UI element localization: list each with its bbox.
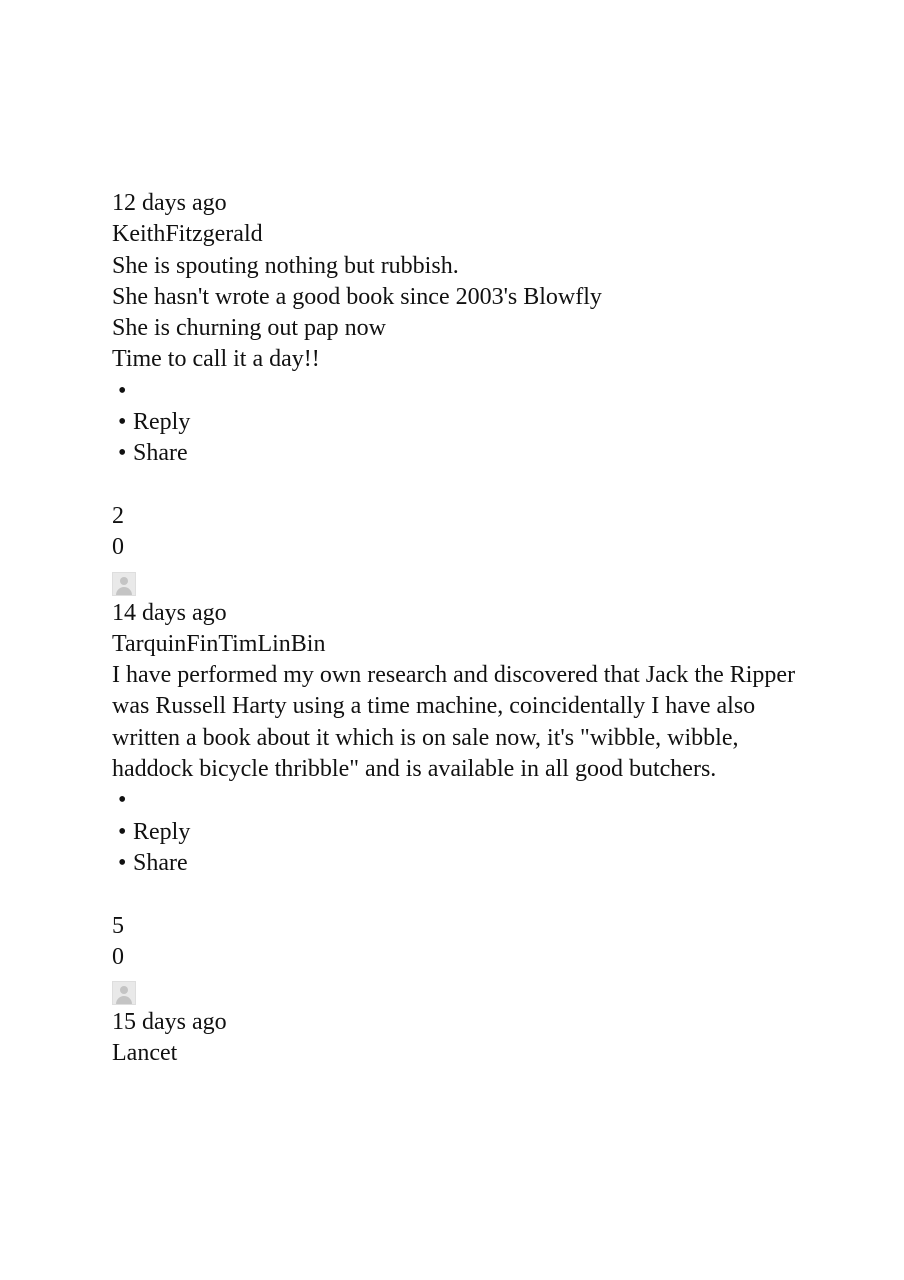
comment-author[interactable]: KeithFitzgerald bbox=[112, 221, 263, 248]
comment-actions bbox=[112, 785, 802, 879]
comment bbox=[112, 188, 802, 564]
action-item-reply bbox=[118, 817, 802, 848]
action-item-share bbox=[118, 438, 802, 469]
action-item-reply bbox=[118, 407, 802, 438]
avatar-shoulders bbox=[116, 587, 132, 596]
comment-body: I have performed my own research and discovered that Jack the Ripper was Russell Harty using a time machine, coincidentally I have also written a book about it which is on sale now, it's "wibble, wibble, haddock bicycle thribble" and is available in all good butchers. bbox=[112, 662, 796, 783]
bullet: • bbox=[118, 849, 127, 876]
share-link[interactable]: Share bbox=[133, 849, 188, 876]
reply-link[interactable]: Reply bbox=[133, 818, 191, 845]
avatar-placeholder-icon bbox=[120, 986, 128, 994]
action-item-empty bbox=[118, 785, 802, 816]
spacer bbox=[112, 470, 802, 501]
action-item-empty bbox=[118, 376, 802, 407]
bullet: • bbox=[118, 440, 127, 467]
bullet: • bbox=[118, 409, 127, 436]
downvote-count[interactable]: 0 bbox=[112, 943, 124, 970]
avatar-shoulders bbox=[116, 996, 132, 1005]
comment-author[interactable]: Lancet bbox=[112, 1040, 178, 1067]
comment-body-line: Time to call it a day!! bbox=[112, 346, 320, 373]
comment-timestamp[interactable]: 14 days ago bbox=[112, 599, 227, 626]
avatar-placeholder-icon bbox=[120, 577, 128, 585]
comment bbox=[112, 981, 802, 1070]
comment-body-line: She is churning out pap now bbox=[112, 315, 386, 342]
comment-actions bbox=[112, 376, 802, 470]
avatar[interactable] bbox=[112, 572, 136, 596]
share-link[interactable]: Share bbox=[133, 440, 188, 467]
vote-counts bbox=[112, 911, 802, 974]
comment-timestamp[interactable]: 12 days ago bbox=[112, 190, 227, 216]
comment-body bbox=[112, 251, 802, 376]
comment bbox=[112, 572, 802, 974]
downvote-count[interactable]: 0 bbox=[112, 534, 124, 561]
comment-body-line: She is spouting nothing but rubbish. bbox=[112, 252, 459, 279]
spacer bbox=[112, 879, 802, 910]
comment-author[interactable]: TarquinFinTimLinBin bbox=[112, 630, 326, 657]
comment-feed bbox=[112, 188, 802, 1070]
bullet: • bbox=[118, 818, 127, 845]
comment-timestamp[interactable]: 15 days ago bbox=[112, 1009, 227, 1036]
comment-body-line: She hasn't wrote a good book since 2003's Blowfly bbox=[112, 283, 602, 310]
vote-counts bbox=[112, 501, 802, 564]
upvote-count[interactable]: 5 bbox=[112, 912, 124, 939]
avatar[interactable] bbox=[112, 981, 136, 1005]
bullet: • bbox=[118, 377, 127, 404]
reply-link[interactable]: Reply bbox=[133, 409, 191, 436]
upvote-count[interactable]: 2 bbox=[112, 502, 124, 529]
bullet: • bbox=[118, 787, 127, 814]
action-item-share bbox=[118, 848, 802, 879]
